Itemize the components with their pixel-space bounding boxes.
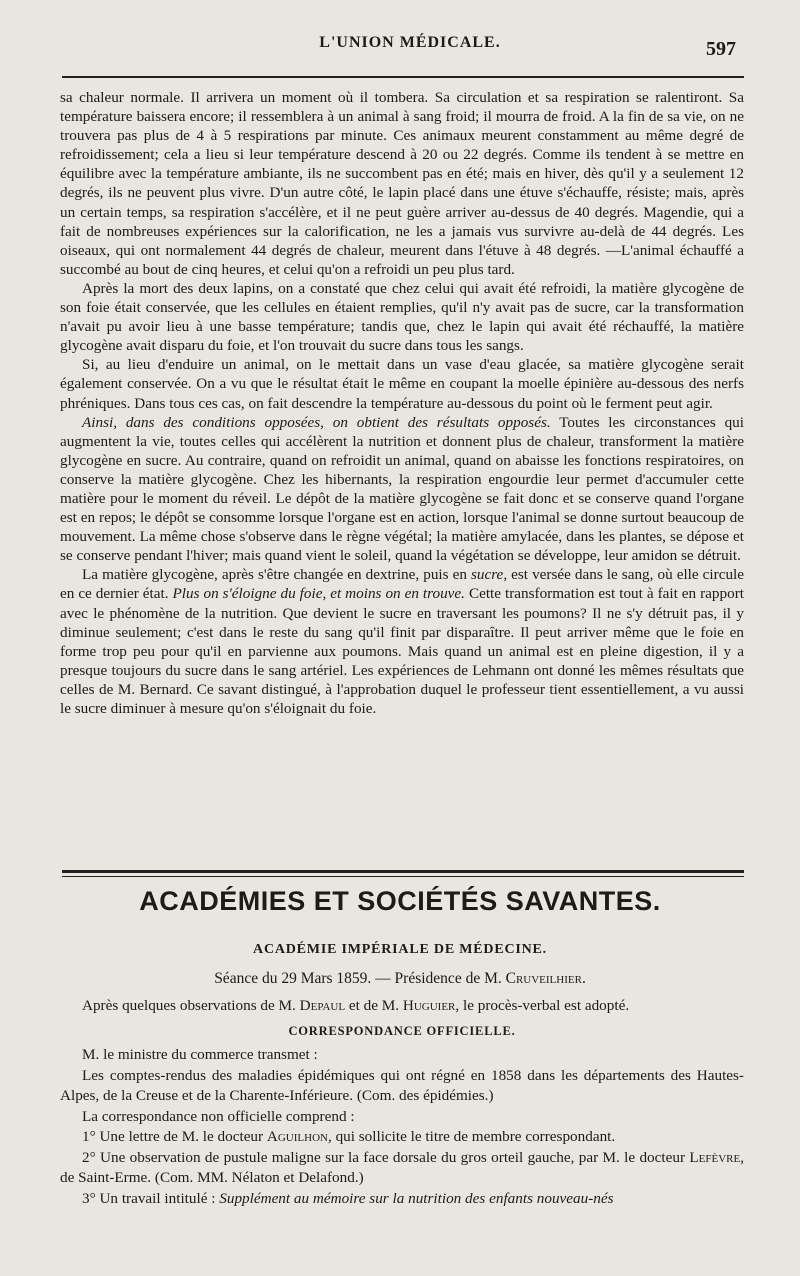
article-body: [60, 88, 744, 718]
unofficial-line: La correspondance non officielle comprend :: [82, 1107, 355, 1125]
p5-italic2: Plus on s'éloigne du foie, et moins on en trouve.: [172, 585, 465, 603]
intro-mid: et de M.: [345, 997, 403, 1014]
seance-line: [0, 970, 800, 988]
item-3: [60, 1189, 744, 1210]
president-name: Cruveilhier: [505, 970, 582, 987]
page-number: 597: [706, 38, 736, 60]
p5-part2: , est versée dans le sang, où elle circule en ce dernier état.: [60, 566, 744, 603]
section-divider: [62, 870, 744, 878]
name-depaul: Depaul: [299, 997, 346, 1014]
paragraph-4: [60, 413, 744, 566]
p5-italic1: sucre: [470, 566, 504, 584]
item-3-title: Supplément au mémoire sur la nutrition des enfants nouveau-nés: [219, 1189, 614, 1207]
section-heading: ACADÉMIES ET SOCIÉTÉS SAVANTES.: [139, 886, 661, 916]
seance-end: .: [581, 970, 586, 987]
name-aguilhon: Aguilhon: [266, 1128, 328, 1145]
running-title: L'UNION MÉDICALE.: [319, 34, 501, 51]
seance-text: Séance du 29 Mars 1859. — Présidence de M.: [214, 970, 506, 987]
item-2-text: 2° Une observation de pustule maligne sur la face dorsale du gros orteil gauche, par M. le docteur: [82, 1148, 690, 1166]
name-huguier: Huguier: [402, 997, 456, 1014]
header-rule: [62, 76, 744, 78]
paragraph-1: sa chaleur normale. Il arrivera un moment où il tombera. Sa circulation et sa respiration se ralentiront. Sa température baissera encore; il ressemblera à un animal à sang froid; il mourra de froid. A la fin de sa vie, on ne trouvera pas plus de 4 à 5 respirations par minute. Ces animaux meurent constamment au même degré de refroidissement; cela a lieu si leur température descend à 20 ou 22 degrés. Comme ils tendent à se mettre en équilibre avec la température ambiante, ils ne succombent pas en été; mais en hiver, dès qu'il y a seulement 12 degrés, ils ne peuvent plus vivre. D'un autre côté, le lapin placé dans une étuve s'échauffe, résiste; mais, après un certain temps, sa respiration s'accélère, et il ne peut guère arriver au-dessus de 40 degrés. Magendie, qui a fait de nombreuses expériences sur la calorification, ne les a jamais vus survivre au-delà de 44 degrés. Les oiseaux, qui ont normalement 44 degrés de chaleur, meurent dans l'étuve à 48 degrés. —L'animal échauffé a succombé au bout de cinq heures, et celui qu'on a refroidi un peu plus tard.: [60, 89, 744, 278]
divider-thick-rule: [62, 870, 744, 873]
correspondence-heading: CORRESPONDANCE OFFICIELLE.: [288, 1023, 516, 1038]
item-1-text: 1° Une lettre de M. le docteur: [82, 1128, 267, 1145]
paragraph-3: Si, au lieu d'enduire un animal, on le mettait dans un vase d'eau glacée, sa matière glycogène serait également conservée. On a vu que le résultat était le même en coupant la moelle épinière au-dessous des nerfs phréniques. Dans tous ces cas, on fait descendre la température au-dessous du point où le ferment peut agir.: [60, 356, 744, 412]
item-1-end: , qui sollicite le titre de membre correspondant.: [327, 1128, 616, 1145]
item-1: [60, 1127, 744, 1148]
intro-end: , le procès-verbal est adopté.: [455, 997, 630, 1014]
paragraph-2: Après la mort des deux lapins, on a constaté que chez celui qui avait été refroidi, la matière glycogène de son foie était conservée, que les cellules en étaient remplies, qu'il n'y avait pas de sucre, car la transformation n'avait pu avoir lieu à une basse température; tandis que, chez le lapin qui avait été réchauffé, la matière glycogène avait disparu du foie, et l'on trouvait du sucre dans tous les sangs.: [60, 279, 744, 355]
minister-line: M. le ministre du commerce transmet :: [82, 1046, 318, 1063]
divider-thin-rule: [62, 876, 744, 877]
intro-text: Après quelques observations de M.: [82, 997, 300, 1014]
minutes-body: [60, 996, 744, 1209]
paragraph-5: [60, 565, 744, 718]
item-2-end: , de Saint-Erme. (Com. MM. Nélaton et Delafond.): [60, 1148, 744, 1186]
page-header: [0, 28, 800, 68]
p5-part1: La matière glycogène, après s'être changée en dextrine, puis en: [82, 566, 471, 584]
paragraph-4-text: Toutes les circonstances qui augmentent la vie, toutes celles qui accélèrent la nutrition et donnent plus de chaleur, transforment la matière glycogène en sucre. Au contraire, quand on refroidit un animal, quand on abaisse les fonctions respiratoires, on conserve la matière glycogène. Chez les hibernants, la respiration engourdie leur permet d'accumuler cette matière pour le moment du réveil. Le dépôt de la matière glycogène se fait donc et se conserve quand l'organe est en repos; le dépôt se consomme lorsque l'organe est en action, lorsque l'animal se donne surtout beaucoup de mouvement. La même chose s'observe dans le règne végétal; la matière amylacée, dans les plantes, se dépose et se conserve pendant l'hiver; mais quand vient le soleil, quand la végétation se développe, leur amidon se détruit.: [60, 413, 744, 565]
intro-paragraph: [60, 996, 744, 1017]
reports-paragraph: Les comptes-rendus des maladies épidémiques qui ont régné en 1858 dans les départements des Hautes-Alpes, de la Creuse et de la Charente-Inférieure. (Com. des épidémies.): [60, 1066, 744, 1104]
name-lefevre: Lefèvre: [689, 1148, 741, 1166]
item-2: [60, 1148, 744, 1189]
italic-lead: Ainsi, dans des conditions opposées, on obtient des résultats opposés.: [82, 413, 551, 431]
academy-heading: ACADÉMIE IMPÉRIALE DE MÉDECINE.: [253, 942, 547, 957]
p5-part3: Cette transformation est tout à fait en rapport avec le phénomène de la nutrition. Que devient le sucre en traversant les poumons? Il ne s'y détruit pas, il y diminue seulement; c'est dans le reste du sang qu'il finit par disparaître. Il peut arriver même que le foie en forme trop peu pour qu'il en parvienne aux poumons. Mais quand un animal est en pleine digestion, il y a presque toujours du sucre dans le sang artériel. Les expériences de Lehmann ont donné les mêmes résultats que celles de M. Bernard. Ce savant distingué, à l'approbation duquel le professeur tient essentiellement, a vu aussi le sucre diminuer à mesure qu'on s'éloignait du foie.: [60, 585, 744, 717]
item-3-text: 3° Un travail intitulé :: [82, 1189, 220, 1207]
